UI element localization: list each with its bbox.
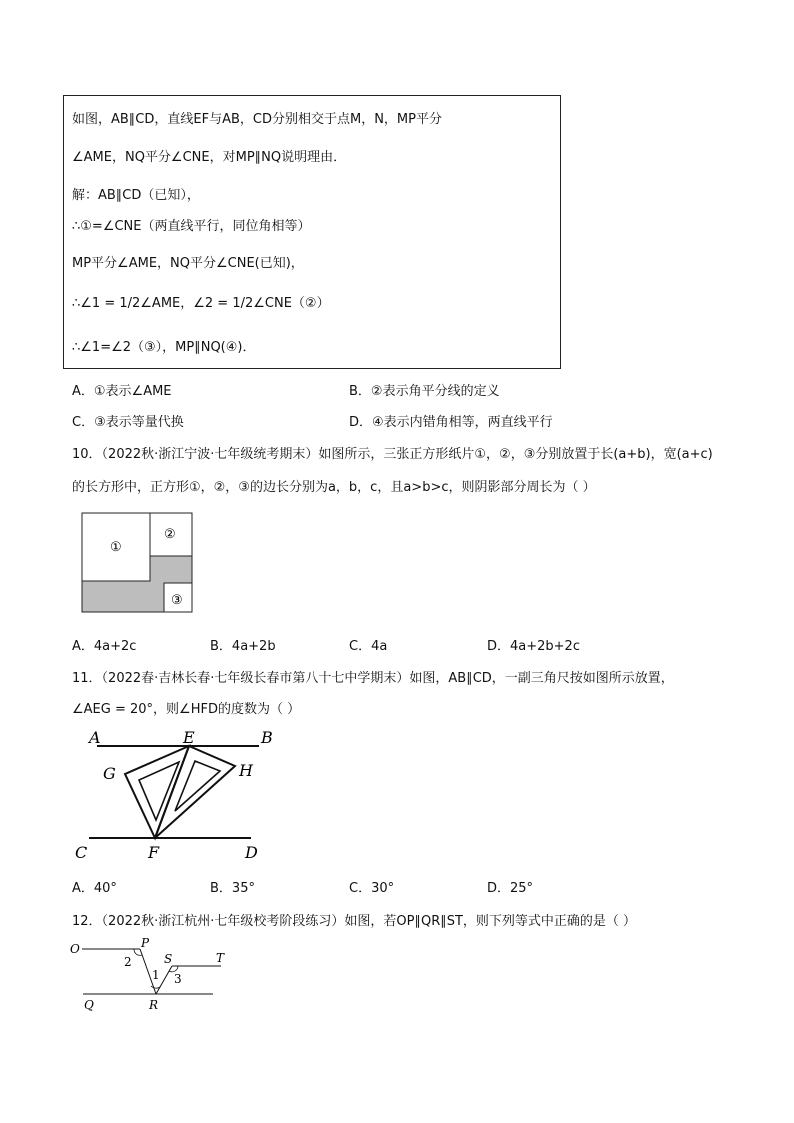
q11-label-h: H	[239, 761, 253, 780]
q9-intro-line2: ∠AME，NQ平分∠CNE，对MP∥NQ说明理由．	[72, 150, 347, 165]
q11-stem-line1: 11．（2022春·吉林长春·七年级长春市第八十七中学期末）如图，AB∥CD，一副三角尺按如图所示放置，	[72, 671, 674, 686]
q11-label-f: F	[148, 843, 160, 862]
q10-label-3: ③	[171, 593, 183, 608]
q9-solution-line4: ∴∠1 = 1/2∠AME，∠2 = 1/2∠CNE（②）	[72, 296, 330, 311]
q12-label-s: S	[164, 952, 173, 966]
q12-angle-1-arc	[151, 986, 160, 988]
q12-label-3: 3	[174, 972, 182, 986]
q11-label-c: C	[75, 843, 88, 862]
q12-label-1: 1	[152, 968, 160, 982]
q11-option-a[interactable]: A．40°	[72, 881, 117, 896]
q11-label-b: B	[261, 728, 273, 747]
q10-option-b[interactable]: B．4a+2b	[210, 639, 276, 654]
q12-label-p: P	[141, 936, 150, 950]
q9-solution-line3: MP平分∠AME，NQ平分∠CNE(已知)，	[72, 256, 304, 271]
q11-label-a: A	[89, 728, 101, 747]
q11-figure	[75, 726, 285, 866]
q9-option-b[interactable]: B．②表示角平分线的定义	[349, 384, 500, 399]
q12-label-2: 2	[124, 955, 132, 969]
q11-triangle-left	[125, 746, 189, 838]
q11-stem-line2: ∠AEG = 20°，则∠HFD的度数为（ ）	[72, 702, 301, 717]
q10-label-1: ①	[110, 540, 122, 555]
q9-option-d[interactable]: D．④表示内错角相等，两直线平行	[349, 415, 553, 430]
q10-option-a[interactable]: A．4a+2c	[72, 639, 137, 654]
q11-option-c[interactable]: C．30°	[349, 881, 395, 896]
q9-intro-line1: 如图，AB∥CD，直线EF与AB，CD分别相交于点M，N，MP平分	[72, 112, 442, 127]
q11-label-e: E	[183, 728, 195, 747]
q12-label-q: Q	[84, 998, 94, 1012]
q10-option-c[interactable]: C．4a	[349, 639, 388, 654]
q11-option-d[interactable]: D．25°	[487, 881, 534, 896]
q10-figure	[80, 511, 195, 614]
q10-stem-line2: 的长方形中，正方形①，②，③的边长分别为a，b，c，且a>b>c，则阴影部分周长为（ ）	[72, 480, 596, 495]
q9-option-c[interactable]: C．③表示等量代换	[72, 415, 184, 430]
q9-solution-line1: 解：AB∥CD（已知），	[72, 188, 200, 203]
q12-label-t: T	[216, 951, 225, 965]
q10-option-d[interactable]: D．4a+2b+2c	[487, 639, 580, 654]
q9-solution-line5: ∴∠1=∠2（③），MP∥NQ(④)．	[72, 340, 256, 355]
q11-label-g: G	[103, 764, 116, 783]
q12-label-r: R	[149, 998, 159, 1012]
q11-label-d: D	[245, 843, 258, 862]
q12-stem-line1: 12．（2022秋·浙江杭州·七年级校考阶段练习）如图，若OP∥QR∥ST，则下列等式中正确的是（ ）	[72, 914, 637, 929]
q11-option-b[interactable]: B．35°	[210, 881, 255, 896]
q9-option-a[interactable]: A．①表示∠AME	[72, 384, 172, 399]
q12-figure	[68, 935, 238, 1015]
q12-label-o: O	[70, 942, 80, 956]
q10-label-2: ②	[164, 527, 176, 542]
q10-stem-line1: 10．（2022秋·浙江宁波·七年级统考期末）如图所示，三张正方形纸片①，②，③分别放置于长(a+b)，宽(a+c)	[72, 447, 713, 462]
q9-solution-line2: ∴①=∠CNE（两直线平行，同位角相等）	[72, 219, 311, 234]
